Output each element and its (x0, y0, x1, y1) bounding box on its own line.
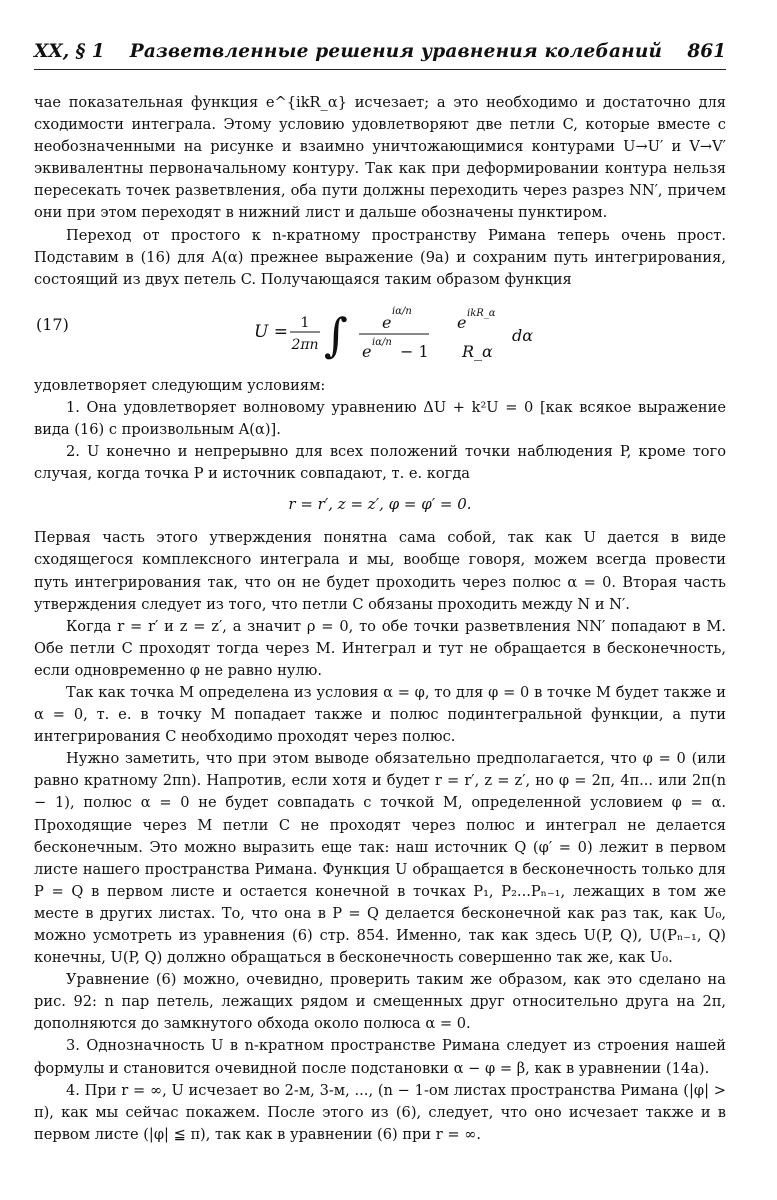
equation-number: (17) (36, 314, 69, 334)
book-page (34, 40, 726, 1146)
equation-body (254, 291, 584, 375)
paragraph-7: Когда r = r′ и z = z′, а значит ρ = 0, то обе точки разветвления NN′ попадают в M. Обе петли C проходят тогда через M. Интеграл и тут не обращается в бесконечность, если одновременно φ не равно нулю. (34, 617, 726, 679)
paragraph-12: 4. При r = ∞, U исчезает во 2-м, 3-м, ..., (n − 1-ом листах пространства Римана (|φ| > π), как мы сейчас покажем. После этого из (6), следует, что оно исчезает также и в первом листе (|φ| ≦ π), так как в уравнении (6) при r = ∞. (34, 1081, 726, 1143)
eq-den-e: e (362, 341, 372, 361)
eq-den-tail: − 1 (400, 341, 429, 361)
header-rule (34, 69, 726, 70)
eq-coef-den: 2πn (291, 336, 319, 353)
eq-num-e: e (382, 312, 392, 332)
paragraph-11: 3. Однозначность U в n-кратном пространстве Римана следует из строения нашей формулы и становится очевидной после подстановки α − φ = β, как в уравнении (14a). (34, 1037, 726, 1077)
running-header (34, 40, 726, 64)
eq-second-e: e (457, 312, 467, 332)
eq-dalpha: dα (512, 325, 534, 345)
paragraph-3: удовлетворяет следующим условиям: (34, 376, 326, 394)
eq-den-exp: iα/n (372, 336, 392, 348)
paragraph-5: 2. U конечно и непрерывно для всех положений точки наблюдения P, кроме того случая, когда точка P и источник совпадают, т. е. когда (34, 443, 726, 483)
paragraph-4: 1. Она удовлетворяет волновому уравнению ΔU + k²U = 0 [как всякое выражение вида (16) с произвольным A(α)]. (34, 398, 726, 439)
eq-num-exp: iα/n (392, 305, 412, 317)
eq-second-den: R_α (462, 341, 493, 361)
condition-formula: r = r′, z = z′, φ = φ′ = 0. (288, 495, 472, 514)
page-number: 861 (687, 41, 726, 62)
paragraph-1: чае показательная функция e^{ikR_α} исчезает; а это необходимо и достаточно для сходимости интеграла. Этому условию удовлетворяют две петли C, которые вместе с необозначенными на рисунке и взаимно уничтожающимися контурами U→U′ и V→V′ эквивалентны первоначальному контуру. Так как при деформировании контура нельзя пересекать точек разветвления, оба пути должны переходить через разрез NN′, причем они при этом переходят в нижний лист и дальше обозначены пунктиром. (34, 94, 726, 222)
paragraph-8: Так как точка M определена из условия α = φ, то для φ = 0 в точке M будет также и α = 0, т. е. в точку M попадает также и полюс подинтегральной функции, а пути интегрирования C необходимо проходят через полюс. (34, 683, 726, 746)
paragraph-9: Нужно заметить, что при этом выводе обязательно предполагается, что φ = 0 (или равно кратному 2πn). Напротив, если хотя и будет r = r′, z = z′, но φ = 2π, 4π... или 2π(n − 1), полюс α = 0 не будет совпадать с точкой M, определенной условием φ = α. Проходящие через M петли C не проходят через полюс и интеграл не делается бесконечным. Это можно выразить еще так: наш источник Q (φ′ = 0) лежит в первом листе нашего пространства Римана. Функция U обращается в бесконечность только для P = Q в первом листе и остается конечной в точках P₁, P₂...Pₙ₋₁, лежащих в том же месте в других листах. То, что она в P = Q делается бесконечной как раз так, как U₀, можно усмотреть из уравнения (6) стр. 854. Именно, так как здесь U(P, Q), U(Pₙ₋₁, Q) конечны, U(P, Q) должно обращаться в бесконечность совершенно так же, как U₀. (34, 750, 726, 967)
eq-lhs: U = (254, 321, 288, 342)
equation-17 (34, 291, 726, 375)
integral-sign: ∫ (324, 307, 348, 362)
eq-coef-num: 1 (300, 314, 310, 331)
paragraph-2: Переход от простого к n-кратному пространству Римана теперь очень прост. Подставим в (16) для A(α) прежнее выражение (9a) и сохраним путь интегрирования, состоящий из двух петель C. Получающаяся таким образом функция (34, 226, 726, 288)
paragraph-10: Уравнение (6) можно, очевидно, проверить таким же образом, как это сделано на рис. 92: n пар петель, лежащих рядом и смещенных друг относительно друга на 2π, дополняются до замкнутого обхода около полюса α = 0. (34, 971, 726, 1033)
paragraph-6: Первая часть этого утверждения понятна сама собой, так как U дается в виде сходящегося комплексного интеграла и мы, вообще говоря, можем всегда провести путь интегрирования так, что он не будет проходить через полюс α = 0. Вторая часть утверждения следует из того, что петли C обязаны проходить между N и N′. (34, 529, 726, 613)
running-title: Разветвленные решения уравнения колебаний (129, 41, 663, 62)
eq-second-exp: ikR_α (467, 307, 496, 319)
chapter-section: XX, § 1 (34, 41, 105, 62)
